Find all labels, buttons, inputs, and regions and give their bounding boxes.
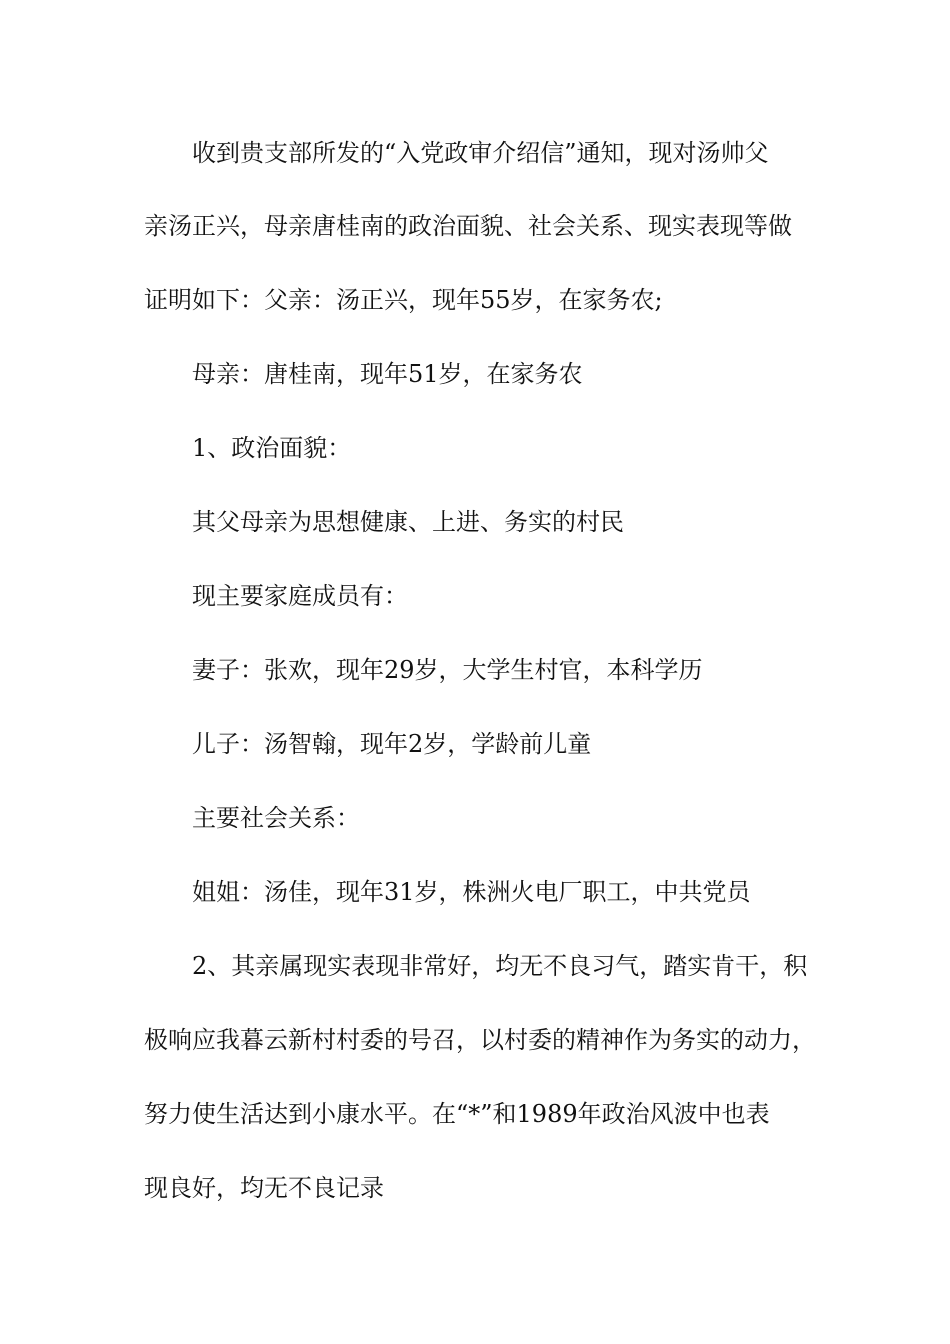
paragraph-line: 现良好，均无不良记录 xyxy=(144,1174,384,1202)
paragraph-line: 亲汤正兴，母亲唐桂南的政治面貌、社会关系、现实表现等做 xyxy=(144,212,792,240)
paragraph-line: 其父母亲为思想健康、上进、务实的村民 xyxy=(192,508,624,536)
paragraph-line: 努力使生活达到小康水平。在“*”和1989年政治风波中也表 xyxy=(144,1100,770,1128)
paragraph-line: 2、其亲属现实表现非常好，均无不良习气，踏实肯干，积 xyxy=(192,952,808,980)
paragraph-line: 主要社会关系： xyxy=(192,804,360,832)
paragraph-line: 收到贵支部所发的“入党政审介绍信”通知，现对汤帅父 xyxy=(192,139,769,167)
paragraph-line: 证明如下：父亲：汤正兴，现年55岁，在家务农; xyxy=(144,286,663,314)
paragraph-line: 妻子：张欢，现年29岁，大学生村官，本科学历 xyxy=(192,656,703,684)
paragraph-line: 姐姐：汤佳，现年31岁，株洲火电厂职工，中共党员 xyxy=(192,878,751,906)
paragraph-line: 极响应我暮云新村村委的号召，以村委的精神作为务实的动力， xyxy=(144,1026,816,1054)
paragraph-line: 现主要家庭成员有： xyxy=(192,582,408,610)
paragraph-line: 母亲：唐桂南，现年51岁，在家务农 xyxy=(192,360,583,388)
section-heading: 1、政治面貌： xyxy=(192,434,352,462)
paragraph-line: 儿子：汤智翰，现年2岁，学龄前儿童 xyxy=(192,730,592,758)
